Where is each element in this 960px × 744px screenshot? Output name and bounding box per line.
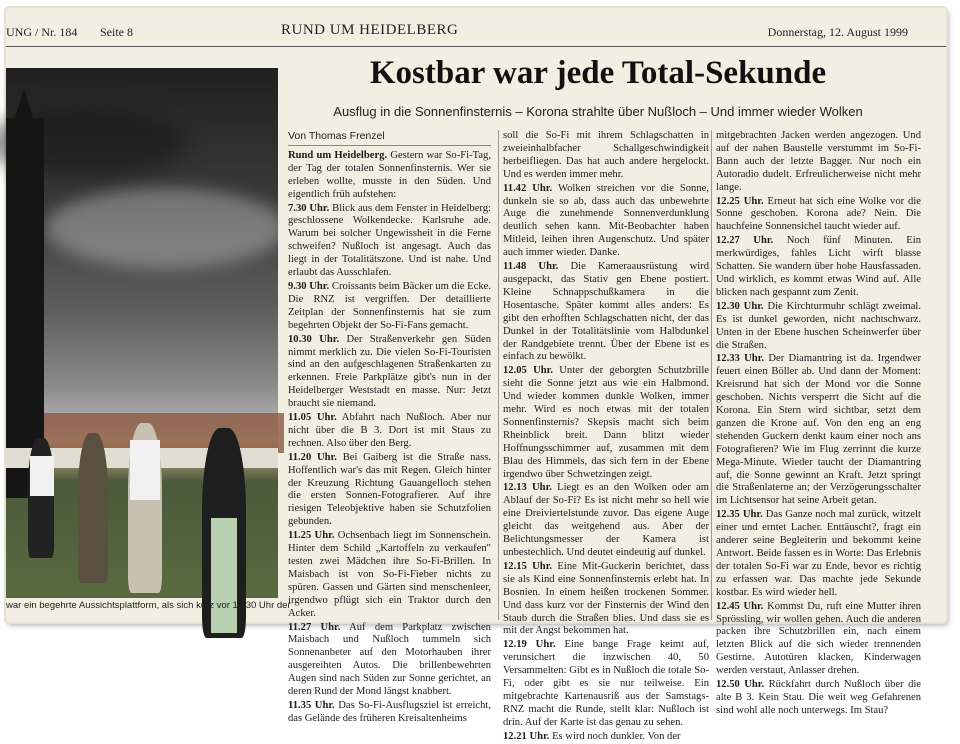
paragraph-text: soll die So-Fi mit ihrem Schlagschatten in zweieinhalbfacher Schallgeschwindigkeit herbeifliegen. Das hat auch andere hergelockt. Und es werden immer mehr.: [503, 130, 709, 180]
paragraph-text: Der Straßenverkehr gen Süden nimmt merklich zu. Die vielen So-Fi-Touristen sind an den aufgeschlagenen Straßenkarten zu erkennen. Freie Parkplätze gibt's nun in der Heidelberger Weststadt en masse. Nur: Jetzt braucht sie niemand.: [288, 333, 491, 410]
photo-person: [78, 433, 108, 583]
paragraph-text: Bei Gaiberg ist die Straße nass. Hoffentlich war's das mit Regen. Gleich hinter der Kreuzung Richtung Gauangelloch stehen die ersten Sonnen-Fotografierer. Auf ihre riesigen Teleobjektive haben sie Schutzfolien gebunden.: [288, 451, 491, 528]
paragraph-text: Wolken streichen vor die Sonne, dunkeln sie so ab, dass auch das unbewehrte Auge die zunehmende Sonnenverdunklung deutlich sehen kann. Mit-Beobachter haben Mitleid, leihen ihren Augenschutz. Und später auch immer wieder. Danke.: [503, 182, 709, 259]
paragraph-text: mitgebrachten Jacken werden angezogen. Und auf der nahen Baustelle verstummt im So-Fi-Bann auch der letzte Bagger. Nur noch ein Autoradio dudelt. Erfreulicherweise nicht mehr lange.: [716, 130, 921, 193]
article-column-1: [288, 130, 491, 724]
time-stamp: 12.21 Uhr.: [503, 730, 550, 742]
article-paragraph: [716, 196, 921, 235]
paragraph-text: Noch fünf Minuten. Ein merkwürdiges, fahles Licht wirft blasse Schatten. Sie wandern über hohe Hausfassaden. Und wirklich, es kommt etwas Wind auf. Alle blicken nach gespannt zum Zenit.: [716, 235, 921, 298]
time-stamp: 12.05 Uhr.: [503, 365, 554, 377]
time-stamp: 11.20 Uhr.: [288, 451, 337, 463]
paragraph-text: Rückfahrt durch Nußloch über die alte B 3. Kein Stau. Die weit weg Gefahrenen sind wohl alle noch unterwegs. Im Stau?: [716, 679, 922, 716]
paragraph-text: Erneut hat sich eine Wolke vor die Sonne geschoben. Korona ade? Nein. Die hauchfeine Sonnensichel taucht wieder auf.: [716, 195, 921, 233]
article-paragraph: [503, 130, 709, 182]
time-stamp: 11.27 Uhr.: [288, 621, 341, 633]
article-paragraph: [288, 203, 491, 280]
paragraph-text: Eine bange Frage keimt auf, verunsichert die inzwischen 40, 50 Versammelten: Gibt es in Nußloch die totale So-Fi, oder gibt es sie nur teilweise. Ein mitgebrachte Kartenausriß aus der Samstags-RNZ macht die Runde, stellt klar: Nußloch ist drin. Auf der Karte ist das genau zu sehen.: [503, 639, 709, 728]
time-stamp: 12.27 Uhr.: [716, 235, 774, 247]
paragraph-text: Das Ganze noch mal zurück, witzelt einer und erntet Lacher. Enttäuscht?, fragt ein anderer seine Begleiterin und bekommt keine Antwort. Beide fassen es in Worte: Das Erlebnis der totalen So-Fi war zu Ende, bevor es richtig zu erfassen war. Das machte jede Sekunde kostbar. Es wird wieder hell.: [716, 509, 921, 598]
section-title: RUND UM HEIDELBERG: [281, 22, 459, 38]
photo-shirt: [30, 456, 54, 496]
photo-shirt: [130, 440, 160, 500]
article-column-2: [498, 130, 710, 742]
article-paragraph: [716, 679, 921, 718]
time-stamp: 11.05 Uhr.: [288, 412, 337, 424]
paragraph-text: Auf dem Parkplatz zwischen Maisbach und Nußloch tummeln sich Sonnenanbeter auf den Motorhauben ihrer ausgereihten Autos. Die brillenbewehrten Augen sind nach Süden zur Sonne gerichtet, an deren Rund der Mond längst knabbert.: [288, 621, 491, 698]
article-paragraph: [503, 482, 709, 559]
time-stamp: 12.15 Uhr.: [503, 560, 553, 572]
paragraph-text: Croissants beim Bäcker um die Ecke. Die RNZ ist vergriffen. Der detaillierte Zeitplan der Sonnenfinsternis hat sie zum begehrten Objekt der So-Fi-Fans gemacht.: [288, 280, 491, 331]
page-number: Seite 8: [100, 25, 133, 39]
article-paragraph: [503, 639, 709, 729]
article-paragraph: [716, 235, 921, 300]
article-paragraph: [288, 700, 491, 726]
time-stamp: 12.13 Uhr.: [503, 482, 552, 494]
article-subhead: Ausflug in die Sonnenfinsternis – Korona strahlte über Nußloch – Und immer wieder Wolken: [333, 104, 863, 119]
article-paragraph: [716, 509, 921, 599]
time-stamp: 12.19 Uhr.: [503, 639, 556, 651]
paragraph-text: Eine Mit-Guckerin berichtet, dass sie als Kind eine Sonnenfinsternis erlebt hat. In Bosnien. In einem heißen trockenen Sommer. Und dass kurz vor der Finsternis der Wind den Staub durch die Straßen blies. Und dass sie es mit der Angst bekommen hat.: [503, 560, 710, 637]
time-stamp: 11.35 Uhr.: [288, 699, 335, 711]
paragraph-text: Die Kameraausrüstung wird ausgepackt, das Stativ gen Ebene postiert. Kleine Schnappschußkamera in die Hosentasche. Später kommt alles anders: Es gibt den erhofften Schlagschatten nicht, der das Dunkel in der Totalitätslinie vom Halbdunkel der Randgebiete trennt. Über der Ebene ist es einfach zu bewölkt.: [503, 261, 709, 363]
paragraph-text: Kommst Du, ruft eine Mutter ihren Sprössling, wir wollen gehen. Auch die anderen packen ihre Schutzbrillen ein, nach einem letzten Blick auf die sich wieder trennenden Gestirne. Autotüren klacken, Kinderwagen werden verstaut, Anlasser drehen.: [716, 600, 922, 677]
time-stamp: 12.45 Uhr.: [716, 600, 764, 612]
time-stamp: 11.42 Uhr.: [503, 182, 553, 194]
article-paragraph: [503, 183, 709, 260]
photo-rooftops: [44, 413, 284, 453]
paragraph-text: Liegt es an den Wolken oder am Ablauf der So-Fi? Es ist nicht mehr so hell wie eine Dreiviertelstunde zuvor. Das eigene Auge gleicht das weitgehend aus. Aber der Belichtungsmesser der Kamera ist unbestechlich. Und deutet eindeutig auf dunkel.: [503, 482, 709, 558]
time-stamp: 11.48 Uhr.: [503, 261, 559, 273]
paragraph-text: Das So-Fi-Ausflugsziel ist erreicht, das Gelände des früheren Kreisaltenheims: [288, 699, 491, 724]
paragraph-text: Unter der geborgten Schutzbrille sieht die Sonne jetzt aus wie ein Halbmond. Und wieder kommen dunkle Wolken, immer mehr. Wird es noch etwas mit der totalen Sonnenfinsternis? Skepsis macht sich beim Rheinblick breit. Dann blitzt wieder Hoffnungsschimmer auf, zusammen mit dem Blau des Himmels, das sich fern in der Ebene irgendwo über Schwetzingen zeigt.: [503, 365, 710, 480]
paragraph-text: Es wird noch dunkler. Von der: [552, 730, 681, 742]
article-paragraph: [288, 281, 491, 333]
time-stamp: 12.50 Uhr.: [716, 679, 765, 691]
article-paragraph: [503, 561, 709, 638]
issue-date: Donnerstag, 12. August 1999: [767, 25, 908, 39]
article-paragraph: [716, 353, 921, 508]
article-headline: Kostbar war jede Total-Sekunde: [369, 55, 827, 91]
time-stamp: 12.30 Uhr.: [716, 300, 764, 312]
article-paragraph: [503, 731, 709, 744]
article-paragraph: [288, 622, 491, 699]
dateline: Rund um Heidelberg.: [288, 149, 388, 161]
eclipse-watchers-photo: [6, 68, 278, 598]
issue-number: UNG / Nr. 184: [6, 25, 78, 39]
column-2-body: [503, 130, 709, 744]
article-paragraph: [288, 334, 491, 411]
photo-light-cloud: [46, 188, 286, 268]
time-stamp: 10.30 Uhr.: [288, 333, 340, 345]
paragraph-text: Gestern war So-Fi-Tag, der Tag der totalen Sonnenfinsternis. Wer sie erleben wollte, musste in den Süden. Und eigentlich früh aufstehen:: [288, 149, 491, 200]
time-stamp: 9.30 Uhr.: [288, 280, 330, 292]
photo-caption: war ein begehrte Aussichtsplattform, als sich kurz vor 12.30 Uhr der: [6, 600, 291, 611]
time-stamp: 7.30 Uhr.: [288, 202, 330, 214]
article-paragraph: [288, 530, 491, 620]
paragraph-text: Die Kirchturmuhr schlägt zweimal. Es ist dunkel geworden, nicht nachtschwarz. Unten in der Ebene huschen Scheinwerfer über die Straßen.: [716, 300, 922, 351]
article-paragraph: [288, 150, 491, 202]
article-paragraph: [716, 301, 921, 353]
article-paragraph: [288, 452, 491, 529]
article-paragraph: [503, 261, 709, 364]
column-1-body: [288, 150, 491, 726]
article-paragraph: [716, 130, 921, 195]
time-stamp: 11.25 Uhr.: [288, 530, 335, 542]
page-runner: [6, 20, 946, 47]
article-column-3: [711, 130, 922, 716]
article-paragraph: [716, 601, 921, 678]
paragraph-text: Ochsenbach liegt im Sonnenschein. Hinter dem Schild „Kartoffeln zu verkaufen" testen zwei Mädchen ihre So-Fi-Brillen. In Maisbach ist von So-Fi-Fieber nichts zu spüren. Gassen und Gärten sind menschenleer, irgendwo pflügt sich ein Traktor durch den Acker.: [288, 530, 491, 619]
time-stamp: 12.25 Uhr.: [716, 195, 764, 207]
time-stamp: 12.35 Uhr.: [716, 509, 763, 521]
newspaper-page: [6, 8, 946, 742]
article-byline: Von Thomas Frenzel: [288, 130, 491, 146]
paragraph-text: Abfahrt nach Nußloch. Aber nur nicht über die B 3. Dort ist mit Staus zu rechnen. Also über den Berg.: [288, 412, 491, 449]
article-paragraph: [288, 412, 491, 451]
paragraph-text: Blick aus dem Fenster in Heidelberg: geschlossene Wolkendecke. Karlsruhe ade. Warum bei solcher Ungewissheit in die Ferne schweifen? Nußloch ist angesagt. Auch das liegt in der Totalitätszone. Und ist nahe. Und erlaubt das Ausschlafen.: [288, 202, 491, 279]
article-paragraph: [503, 365, 709, 481]
time-stamp: 12.33 Uhr.: [716, 353, 765, 365]
photo-trousers: [211, 518, 237, 633]
paragraph-text: Der Diamantring ist da. Irgendwer feuert einen Böller ab. Und dann der Moment: Kreisrund hat sich der Mond vor die Sonne geschoben. Nichts versperrt die Sicht auf die Korona. Ein Stern wird sichtbar, setzt dem ganzen die Krone auf. Von den eng an eng stehenden Guckern denkt kaum einer noch ans Fotografieren? Wie im Flug zerrinnt die kurze Mega-Minute. Wieder taucht der Diamantring auf, die Sonne gewinnt an Kraft. Jetzt springt die Straßenlaterne an; der Verzögerungsschalter im Lichtsensor hat seine Arbeit getan.: [716, 353, 922, 507]
column-3-body: [716, 130, 921, 718]
